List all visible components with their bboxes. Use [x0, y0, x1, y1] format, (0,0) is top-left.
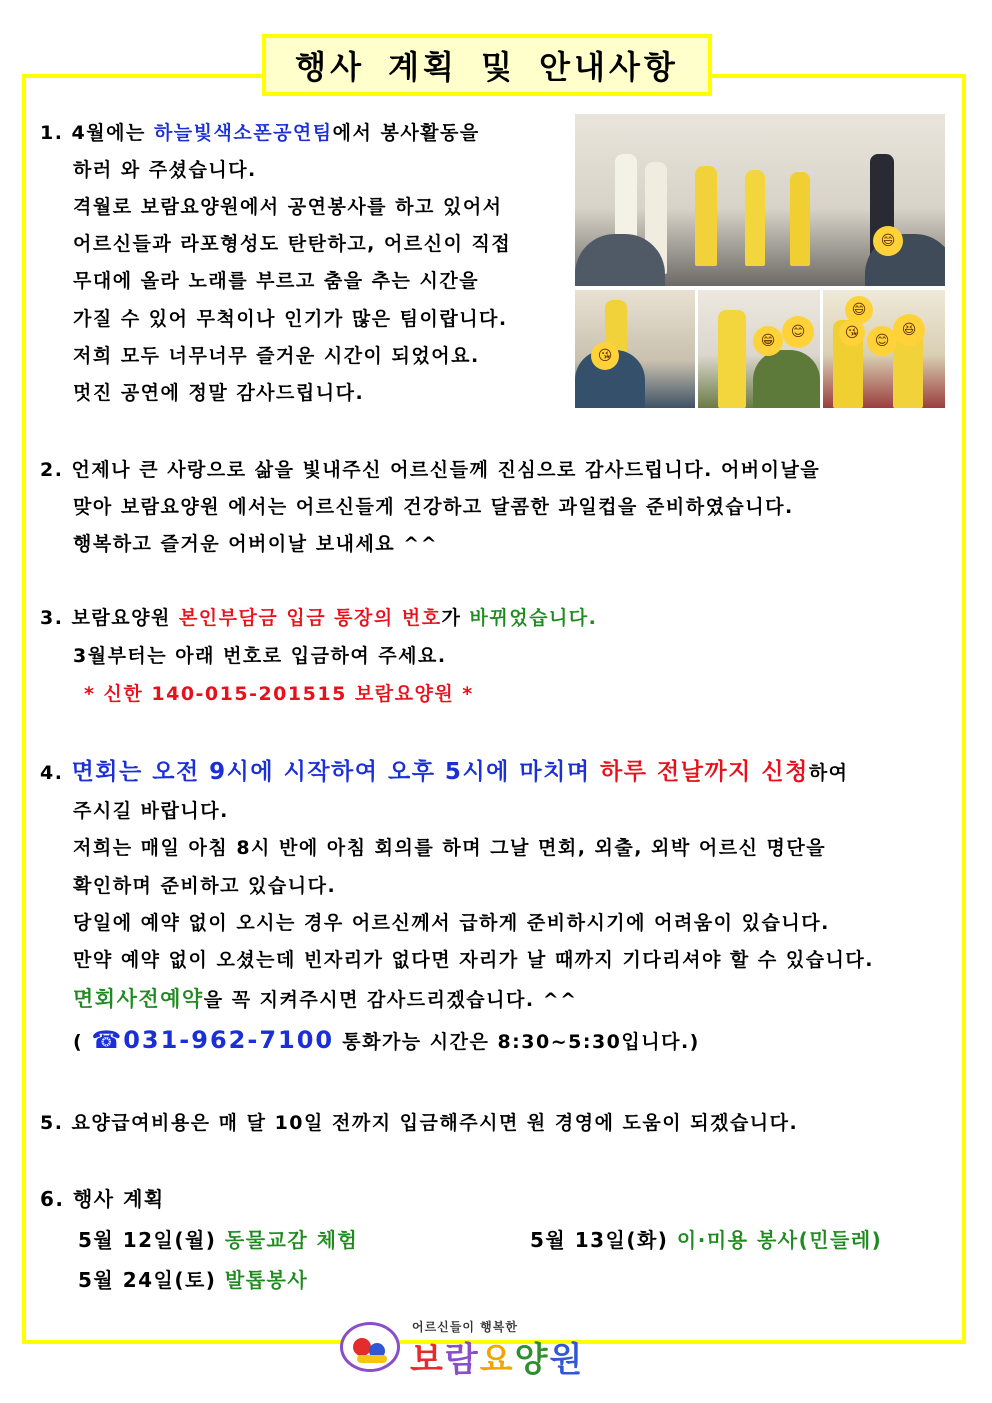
section1-line7: 저희 모두 너무너무 즐거운 시간이 되었어요. — [73, 345, 480, 367]
page-title — [262, 34, 712, 96]
performance-photo-2 — [575, 290, 695, 408]
section4-line1 — [40, 753, 849, 786]
section4-line5: 당일에 예약 없이 오시는 경우 어르신께서 급하게 준비하시기에 어려움이 있습니다. — [73, 912, 830, 934]
smiley-sticker-icon: 😁 — [753, 326, 783, 356]
section1-line8: 멋진 공연에 정말 감사드립니다. — [73, 382, 365, 404]
smiley-sticker-icon: 😆 — [893, 314, 925, 346]
section4-line6: 만약 예약 없이 오셨는데 빈자리가 없다면 자리가 날 때까지 기다리셔야 할 수 있습니다. — [73, 949, 874, 971]
section6-heading: 6. 행사 계획 — [40, 1187, 165, 1211]
smiley-sticker-icon: 😘 — [839, 320, 865, 346]
s3-l1-text: 3. 보람요양원 — [40, 607, 179, 629]
s3-l1-particle: 가 — [441, 607, 470, 629]
logo-emblem-icon — [340, 1322, 400, 1372]
event-date: 5월 12일(월) — [78, 1228, 225, 1252]
section3-line2: 3월부터는 아래 번호로 입금하여 주세요. — [73, 645, 447, 667]
event-name: 동물교감 체험 — [224, 1228, 359, 1252]
section1-line4: 어르신들과 라포형성도 탄탄하고, 어르신이 직접 — [73, 233, 512, 255]
section1-line5: 무대에 올라 노래를 부르고 춤을 추는 시간을 — [73, 270, 480, 292]
section1-line2: 하러 와 주셨습니다. — [73, 159, 257, 181]
s4-l7-tail: 을 꼭 지켜주시면 감사드리겠습니다. ^^ — [203, 989, 578, 1011]
visit-hours-text: 면회는 오전 9시에 시작하여 오후 5시에 마치며 — [71, 759, 601, 785]
section1-line3: 격월로 보람요양원에서 공연봉사를 하고 있어서 — [73, 196, 503, 218]
logo-tagline: 어르신들이 행복한 — [412, 1320, 518, 1334]
performer-figure — [695, 166, 717, 266]
s4-l8-open: ( — [73, 1031, 92, 1053]
s4-l8-tail: 통화가능 시간은 8:30~5:30입니다.) — [334, 1031, 700, 1053]
event-row-2 — [530, 1224, 882, 1253]
section1-line1 — [40, 118, 480, 145]
performer-figure — [745, 170, 765, 266]
visit-request-deadline: 하루 전날까지 신청 — [600, 759, 809, 785]
section1-line6: 가질 수 있어 무척이나 인기가 많은 팀이랍니다. — [73, 308, 508, 330]
performer-figure — [718, 310, 746, 408]
performance-photo-4 — [823, 290, 945, 408]
section4-line2: 주시길 바랍니다. — [73, 800, 229, 822]
event-name: 발톱봉사 — [224, 1268, 309, 1292]
section5-line1: 5. 요양급여비용은 매 달 10일 전까지 입금해주시면 원 경영에 도움이 되겠습니다. — [40, 1112, 799, 1134]
section2-line2: 맞아 보람요양원 에서는 어르신들게 건강하고 달콤한 과일컵을 준비하였습니다. — [73, 496, 794, 518]
section4-line7 — [73, 983, 578, 1013]
smiley-sticker-icon: 😄 — [845, 296, 873, 324]
s1-l1-tail: 에서 봉사활동을 — [332, 122, 480, 144]
changed-notice: 바뀌었습니다. — [469, 607, 598, 629]
phone-number[interactable]: ☎031-962-7100 — [91, 1026, 335, 1054]
section2-line1: 2. 언제나 큰 사랑으로 삶을 빛내주신 어르신들께 진심으로 감사드립니다. 어버이날을 — [40, 459, 821, 481]
audience-figure — [753, 350, 820, 408]
event-name: 이·미용 봉사(민들레) — [676, 1228, 883, 1252]
event-date: 5월 24일(토) — [78, 1268, 225, 1292]
section2-line3: 행복하고 즐거운 어버이날 보내세요 ^^ — [73, 533, 439, 555]
s4-l1-number: 4. — [40, 762, 72, 784]
section4-line3: 저희는 매일 아침 8시 반에 아침 회의를 하며 그날 면회, 외출, 외박 어르신 명단을 — [73, 837, 827, 859]
smiley-sticker-icon: 😄 — [873, 226, 903, 256]
s4-l1-tail: 하여 — [808, 762, 849, 784]
bank-account-info: * 신한 140-015-201515 보람요양원 * — [84, 683, 474, 705]
section4-line4: 확인하며 준비하고 있습니다. — [73, 875, 337, 897]
boram-nursing-home-logo — [340, 1318, 610, 1378]
section3-line1 — [40, 603, 597, 630]
event-row-1 — [78, 1224, 358, 1253]
s1-l1-text: 1. 4월에는 — [40, 122, 154, 144]
smiley-sticker-icon: 😘 — [591, 342, 619, 370]
performer-figure — [790, 172, 810, 266]
performance-team-name: 하늘빛색소폰공연팀 — [153, 122, 333, 144]
title-text: 행사 계획 및 안내사항 — [295, 48, 679, 86]
smiley-sticker-icon: 😊 — [782, 316, 814, 348]
smiley-sticker-icon: 😊 — [867, 326, 897, 356]
event-row-3 — [78, 1264, 308, 1293]
performance-photo-3 — [698, 290, 820, 408]
section4-line8 — [73, 1026, 700, 1054]
account-number-notice: 본인부담금 입금 통장의 번호 — [178, 607, 442, 629]
performance-photo-main — [575, 114, 945, 286]
event-date: 5월 13일(화) — [530, 1228, 677, 1252]
logo-wordmark: 보람요양원 — [410, 1340, 585, 1380]
visit-reservation-highlight: 면회사전예약 — [73, 987, 204, 1011]
